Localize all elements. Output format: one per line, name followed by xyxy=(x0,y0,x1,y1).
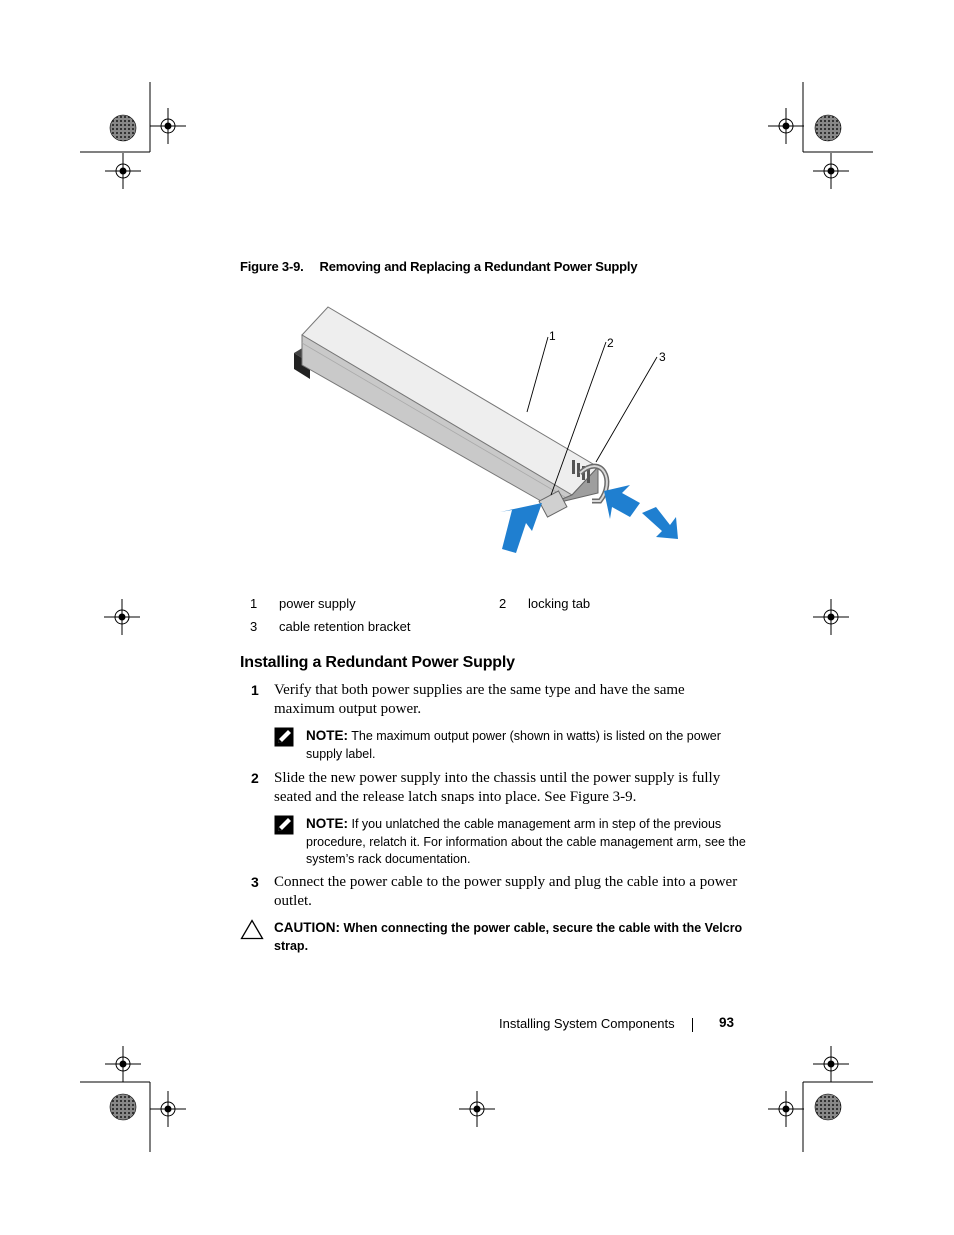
footer-section-title: Installing System Components xyxy=(499,1016,675,1031)
figure-caption-label: Figure 3-9. xyxy=(240,259,304,274)
power-supply-illustration xyxy=(280,295,690,565)
legend-num: 1 xyxy=(250,596,258,611)
note xyxy=(306,727,746,763)
legend-label: locking tab xyxy=(528,596,591,611)
note-body: If you unlatched the cable management arm in step of the previous procedure, relatch it. For information about the cable management arm, see the system’s rack documentation. xyxy=(306,817,746,866)
caution-body: When connecting the power cable, secure the cable with the Velcro strap. xyxy=(274,921,743,953)
step-number: 1 xyxy=(251,682,259,698)
reg-mark-top-left xyxy=(80,82,186,189)
reg-mark-bottom-left xyxy=(80,1046,186,1152)
insert-arrow xyxy=(500,503,542,553)
remove-arrow xyxy=(642,507,678,539)
legend-num: 3 xyxy=(250,619,258,634)
caution xyxy=(274,919,744,955)
reg-mark-bottom-right xyxy=(768,1046,873,1152)
legend-item xyxy=(499,596,591,611)
reg-mark-top-right xyxy=(768,82,873,189)
note-pencil-icon xyxy=(274,727,294,747)
reg-mark-bottom-center xyxy=(459,1091,495,1127)
reg-mark-mid-left xyxy=(104,599,140,635)
note-label: NOTE: xyxy=(306,728,348,743)
step-number: 2 xyxy=(251,770,259,786)
callout-2: 2 xyxy=(607,336,614,350)
psu-side-face xyxy=(302,335,572,505)
figure-caption-title: Removing and Replacing a Redundant Power Supply xyxy=(319,259,638,274)
section-heading: Installing a Redundant Power Supply xyxy=(240,654,515,671)
callout-1: 1 xyxy=(549,329,556,343)
legend-item xyxy=(250,596,356,611)
note-pencil-icon xyxy=(274,815,294,835)
footer-separator xyxy=(692,1018,693,1032)
reg-mark-mid-right xyxy=(813,599,849,635)
latch-arrow xyxy=(604,485,640,519)
step-text: Verify that both power supplies are the same type and have the same maximum output power. xyxy=(274,682,685,717)
step-text: Connect the power cable to the power supply and plug the cable into a power outlet. xyxy=(274,874,738,909)
note xyxy=(306,815,746,869)
note-body: The maximum output power (shown in watts) is listed on the power supply label. xyxy=(306,729,721,761)
callout-3: 3 xyxy=(659,350,666,364)
caution-label: CAUTION: xyxy=(274,920,340,935)
step-number: 3 xyxy=(251,874,259,890)
legend-label: cable retention bracket xyxy=(279,619,411,634)
page-number: 93 xyxy=(719,1015,735,1030)
figure-caption xyxy=(240,259,637,274)
legend-num: 2 xyxy=(499,596,507,611)
legend-item xyxy=(250,619,411,634)
legend-label: power supply xyxy=(279,596,356,611)
caution-triangle-icon xyxy=(240,919,264,940)
note-label: NOTE: xyxy=(306,816,348,831)
step-text: Slide the new power supply into the chassis until the power supply is fully seated and the release latch snaps into place. See Figure 3-9. xyxy=(274,770,721,805)
